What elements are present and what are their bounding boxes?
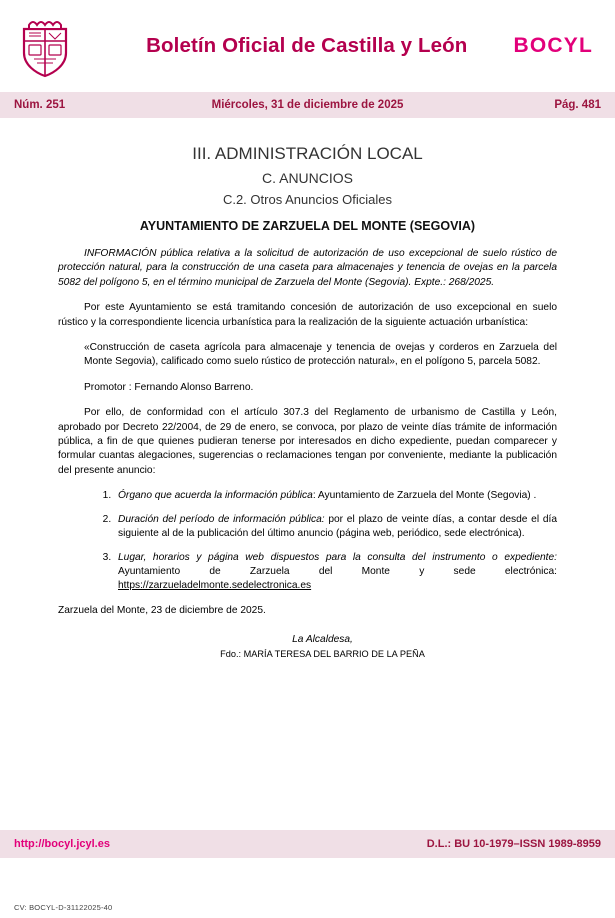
document-header xyxy=(0,0,615,92)
signature-role: La Alcaldesa, xyxy=(292,634,353,646)
document-body xyxy=(0,118,615,662)
legal-deposit: D.L.: BU 10-1979–ISSN 1989-8959 xyxy=(426,838,601,850)
list-item-label: Lugar, horarios y página web dispuestos para la consulta del instrumento o expediente: xyxy=(118,551,557,563)
list-item-text: Ayuntamiento de Zarzuela del Monte y sede electrónica: xyxy=(118,565,557,577)
coat-of-arms-icon xyxy=(16,13,74,79)
section-heading-1: III. ADMINISTRACIÓN LOCAL xyxy=(192,144,423,163)
list-item-text: : Ayuntamiento de Zarzuela del Monte (Segovia) . xyxy=(312,490,537,502)
bulletin-title: Boletín Oficial de Castilla y León xyxy=(146,34,468,57)
list-item xyxy=(114,513,557,542)
place-date-line: Zarzuela del Monte, 23 de diciembre de 2025. xyxy=(58,604,266,616)
issue-number: Núm. 251 xyxy=(14,99,66,111)
page-number: Pág. 481 xyxy=(554,99,601,111)
list-item xyxy=(114,551,557,594)
list-item-label: Órgano que acuerda la información pública xyxy=(118,490,313,502)
body-paragraph-1: Por este Ayuntamiento se está tramitando concesión de autorización de uso excepcional en suelo rústico y la correspondiente licencia urbanística para la realización de la siguiente actuación urbanística: xyxy=(58,302,557,328)
bocyl-logo: BOCYL xyxy=(513,34,593,57)
section-heading-3: C.2. Otros Anuncios Oficiales xyxy=(222,192,393,207)
section-heading-4: AYUNTAMIENTO DE ZARZUELA DEL MONTE (SEGOVIA) xyxy=(139,219,476,233)
quoted-actuation: «Construcción de caseta agrícola para almacenaje y tenencia de ovejas y corderos en Zarzuela del Monte Segovia), calificado como suelo rústico de protección natural», en el polígono 5, parcela 5082. xyxy=(84,342,557,368)
section-heading-2: C. ANUNCIOS xyxy=(261,170,353,186)
issue-date: Miércoles, 31 de diciembre de 2025 xyxy=(211,99,404,111)
promoter-line: Promotor : Fernando Alonso Barreno. xyxy=(84,381,254,393)
issue-ribbon xyxy=(0,92,615,118)
body-paragraph-2: Por ello, de conformidad con el artículo 307.3 del Reglamento de urbanismo de Castilla y León, aprobado por Decreto 22/2004, de 29 de enero, se convoca, por plazo de veinte días trámite de información pública, a fin de que quienes pudieran tenerse por interesados en dicho expediente, puedan comparecer y formular cuantas alegaciones, sugerencias o reclamaciones tengan por conveniente, mediante la publicación del presente anuncio: xyxy=(58,407,557,476)
list-item-label: Duración del período de información pública: xyxy=(118,513,325,525)
list-item xyxy=(114,489,557,503)
document-footer xyxy=(0,830,615,858)
list-item-text: por el plazo de veinte días, a contar desde el día siguiente al de la publicación del último anuncio (página web, periódico, sede electrónica). xyxy=(118,513,557,540)
information-list xyxy=(58,489,557,593)
intro-paragraph: INFORMACIÓN pública relativa a la solicitud de autorización de uso excepcional de suelo rústico de protección natural, para la construcción de una caseta para almacenajes y tenencia de ovejas en la parcela 5082 del polígono 5, en el término municipal de Zarzuela del Monte (Segovia). Expte.: 268/2025. xyxy=(58,248,557,288)
bocyl-url[interactable]: http://bocyl.jcyl.es xyxy=(14,838,110,850)
signature-name: Fdo.: MARÍA TERESA DEL BARRIO DE LA PEÑA xyxy=(220,649,425,660)
signature-block xyxy=(58,632,557,662)
verification-code: CV: BOCYL-D-31122025-40 xyxy=(14,903,113,912)
sede-electronica-link[interactable]: https://zarzueladelmonte.sedelectronica.es xyxy=(118,580,312,592)
